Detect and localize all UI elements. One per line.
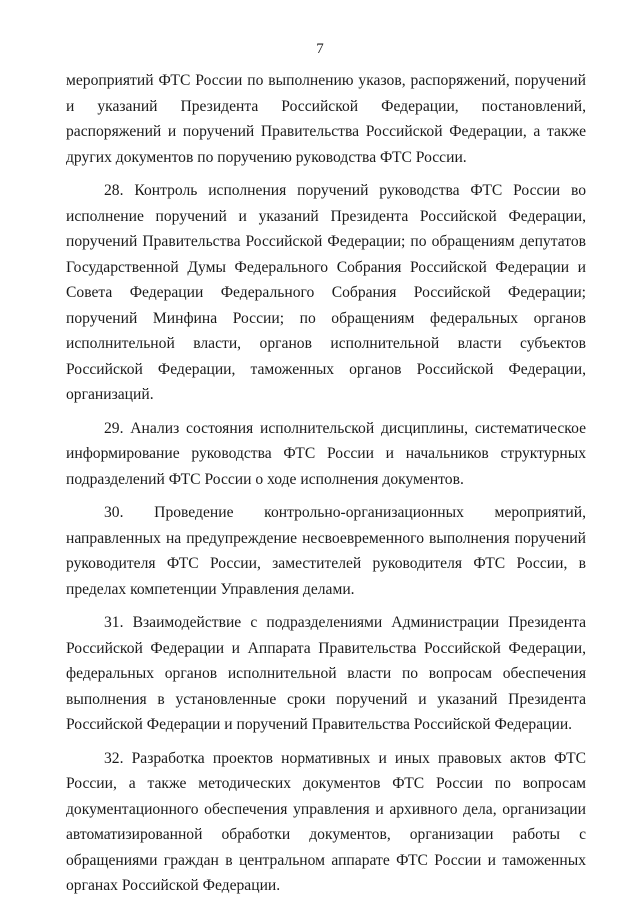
- paragraph-continuation: мероприятий ФТС России по выполнению указов, распоряжений, поручений и указаний Президента Российской Федерации, постановлений, распоряжений и поручений Правительства Российской Федерации, а также других документов по поручению руководства ФТС России.: [66, 72, 586, 166]
- document-body: [66, 68, 586, 899]
- page-number: 7: [316, 41, 324, 57]
- paragraph-item-30: 30. Проведение контрольно-организационных мероприятий, направленных на предупреждение несвоевременного выполнения поручений руководителя ФТС России, заместителей руководителя ФТС России, в пределах компетенции Управления делами.: [66, 504, 586, 598]
- paragraph-item-29: 29. Анализ состояния исполнительской дисциплины, систематическое информирование руководства ФТС России и начальников структурных подразделений ФТС России о ходе исполнения документов.: [66, 419, 586, 488]
- paragraph-item-31: 31. Взаимодействие с подразделениями Администрации Президента Российской Федерации и Аппарата Правительства Российской Федерации, федеральных органов исполнительной власти по вопросам обеспечения выполнения в установленные сроки поручений и указаний Президента Российской Федерации и поручений Правительства Российской Федерации.: [66, 614, 586, 733]
- paragraph-item-32: 32. Разработка проектов нормативных и иных правовых актов ФТС России, а также методических документов ФТС России по вопросам документационного обеспечения управления и архивного дела, организации автоматизированной обработки документов, организации работы с обращениями граждан в центральном аппарате ФТС России и таможенных органах Российской Федерации.: [66, 749, 586, 894]
- paragraph-item-28: 28. Контроль исполнения поручений руководства ФТС России во исполнение поручений и указаний Президента Российской Федерации, поручений Правительства Российской Федерации; по обращениям депутатов Государственной Думы Федерального Собрания Российской Федерации и Совета Федерации Федерального Собрания Российской Федерации; поручений Минфина России; по обращениям федеральных органов исполнительной власти, органов исполнительной власти субъектов Российской Федерации, таможенных органов Российской Федерации, организаций.: [66, 182, 586, 403]
